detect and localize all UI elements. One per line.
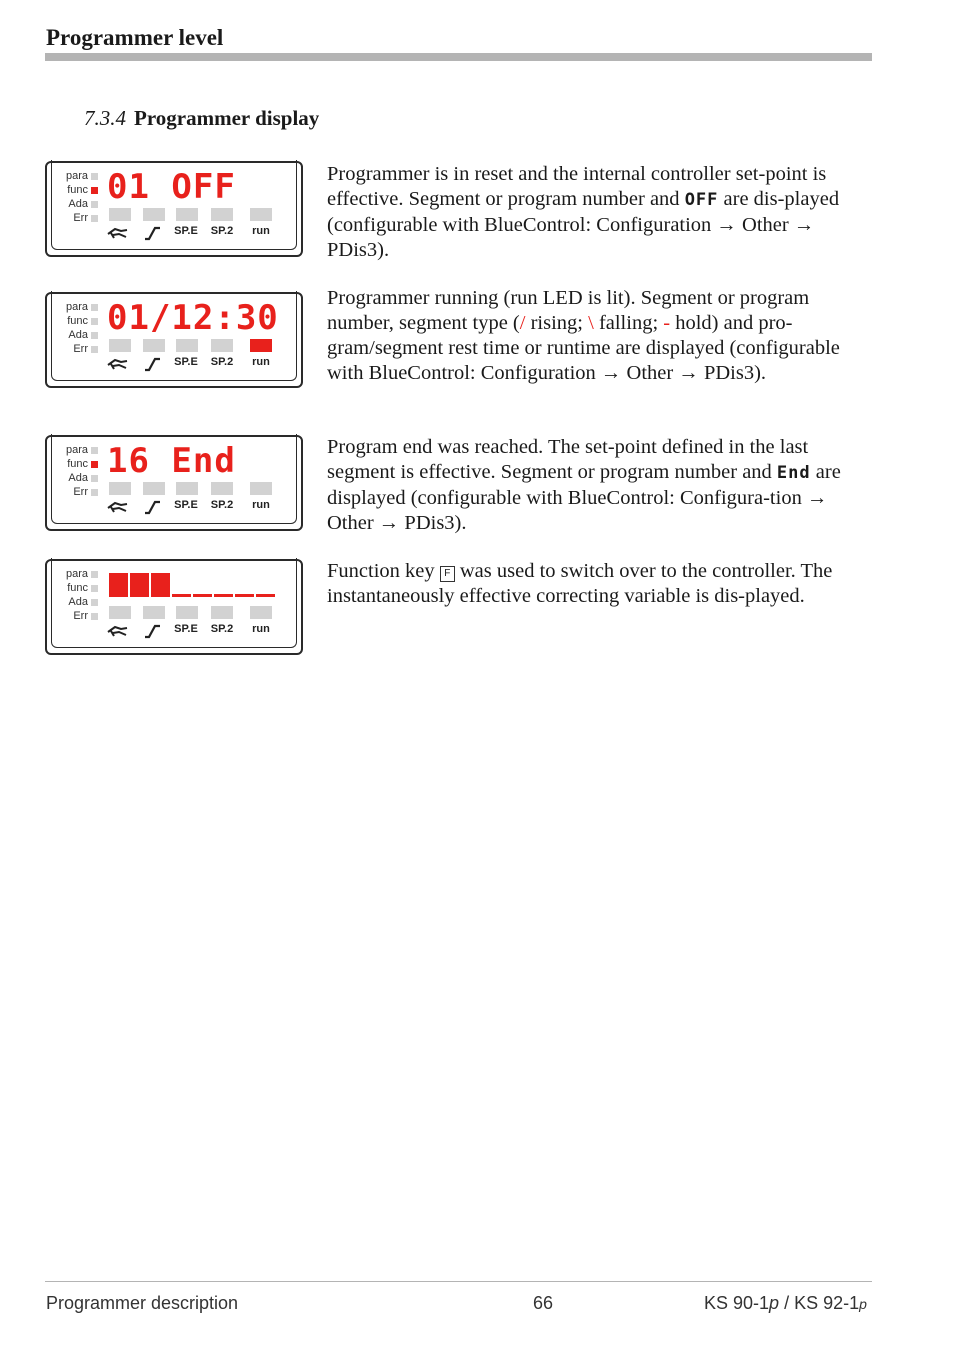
lcd-text-off: OFF: [684, 190, 719, 210]
indicator-ada: Ada: [58, 595, 98, 609]
led-sp2: [211, 339, 233, 352]
led-sp2: [211, 208, 233, 221]
lcd-text-end: End: [776, 463, 811, 483]
indicator-err: Err: [58, 485, 98, 499]
led-run: [250, 339, 272, 352]
led-2: [143, 208, 165, 221]
led-1: [109, 606, 131, 619]
led-run: [250, 208, 272, 221]
key-label-run: run: [252, 356, 270, 368]
led-sp2: [211, 482, 233, 495]
display-panel-4: [45, 559, 303, 655]
footer-section: Programmer description: [46, 1293, 239, 1313]
key-label-spe: SP.E: [174, 623, 198, 635]
key-label-spe: SP.E: [174, 225, 198, 237]
bar-segment-filled: [109, 573, 128, 597]
section-title: Programmer display: [134, 106, 320, 130]
hand-icon: [105, 356, 131, 372]
led-1: [109, 482, 131, 495]
bar-segment-empty: [235, 594, 254, 597]
hand-icon: [105, 623, 131, 639]
bar-segment-empty: [256, 594, 275, 597]
key-label-sp2: SP.2: [210, 499, 234, 511]
paragraph-reset: Programmer is in reset and the internal controller set-point is effective. Segment or program number and OFF are dis-played (configurable with BlueControl: Configuration → Other → PDis3).: [327, 163, 840, 261]
ramp-icon: [143, 499, 163, 515]
key-label-sp2: SP.2: [210, 225, 234, 237]
led-2: [143, 606, 165, 619]
display-panel-1: [45, 161, 303, 257]
footer-product: KS 90-1p / KS 92-1p: [704, 1293, 867, 1313]
led-spe: [176, 208, 198, 221]
key-label-sp2: SP.2: [210, 623, 234, 635]
page-header-title: Programmer level: [46, 25, 224, 50]
display-panel-3: [45, 435, 303, 531]
led-2: [143, 339, 165, 352]
footer-rule: [45, 1281, 872, 1282]
hand-icon: [105, 499, 131, 515]
bar-segment-empty: [193, 594, 212, 597]
led-run: [250, 482, 272, 495]
indicator-ada: Ada: [58, 471, 98, 485]
header-rule: [45, 53, 872, 61]
key-label-run: run: [252, 623, 270, 635]
indicator-func: func: [58, 581, 98, 595]
falling-symbol: \: [588, 312, 594, 334]
section-heading: [84, 106, 319, 131]
indicator-err: Err: [58, 211, 98, 225]
indicator-func: func: [58, 314, 98, 328]
key-label-run: run: [252, 225, 270, 237]
indicator-ada: Ada: [58, 197, 98, 211]
led-run: [250, 606, 272, 619]
bar-segment-empty: [214, 594, 233, 597]
lcd-readout: 01/12:30: [107, 298, 279, 338]
led-2: [143, 482, 165, 495]
bar-segment-empty: [172, 594, 191, 597]
function-key-icon: F: [440, 566, 455, 582]
bargraph-display: [107, 569, 277, 605]
rising-symbol: /: [519, 312, 526, 334]
hand-icon: [105, 225, 131, 241]
led-spe: [176, 482, 198, 495]
ramp-icon: [143, 225, 163, 241]
bar-segment-filled: [130, 573, 149, 597]
ramp-icon: [143, 623, 163, 639]
led-1: [109, 208, 131, 221]
ramp-icon: [143, 356, 163, 372]
indicator-err: Err: [58, 609, 98, 623]
hold-symbol: -: [663, 312, 671, 334]
display-panel-2: [45, 292, 303, 388]
lcd-readout: 16 End: [107, 441, 236, 481]
indicator-func: func: [58, 457, 98, 471]
page-number: 66: [533, 1293, 554, 1313]
indicator-err: Err: [58, 342, 98, 356]
key-label-sp2: SP.2: [210, 356, 234, 368]
section-number: 7.3.4: [84, 106, 126, 130]
paragraph-running: Programmer running (run LED is lit). Segment or program number, segment type (/ rising; \ falling; - hold) and pro-gram/segment rest time or runtime are displayed (configurable with BlueControl: Configuration → Other → PDis3).: [327, 287, 840, 384]
paragraph-end: Program end was reached. The set-point defined in the last segment is effective. Segment or program number and End are displayed (configurable with BlueControl: Configura-tion → Other → PDis3).: [327, 436, 841, 534]
indicator-ada: Ada: [58, 328, 98, 342]
key-label-run: run: [252, 499, 270, 511]
led-spe: [176, 606, 198, 619]
paragraph-function-key: Function key F was used to switch over to the controller. The instantaneously effective correcting variable is dis-played.: [327, 560, 833, 607]
key-label-spe: SP.E: [174, 499, 198, 511]
indicator-para: para: [58, 300, 98, 314]
indicator-para: para: [58, 567, 98, 581]
led-spe: [176, 339, 198, 352]
led-1: [109, 339, 131, 352]
led-sp2: [211, 606, 233, 619]
lcd-readout: 01 OFF: [107, 167, 236, 207]
key-label-spe: SP.E: [174, 356, 198, 368]
indicator-para: para: [58, 443, 98, 457]
indicator-para: para: [58, 169, 98, 183]
indicator-func: func: [58, 183, 98, 197]
bar-segment-filled: [151, 573, 170, 597]
